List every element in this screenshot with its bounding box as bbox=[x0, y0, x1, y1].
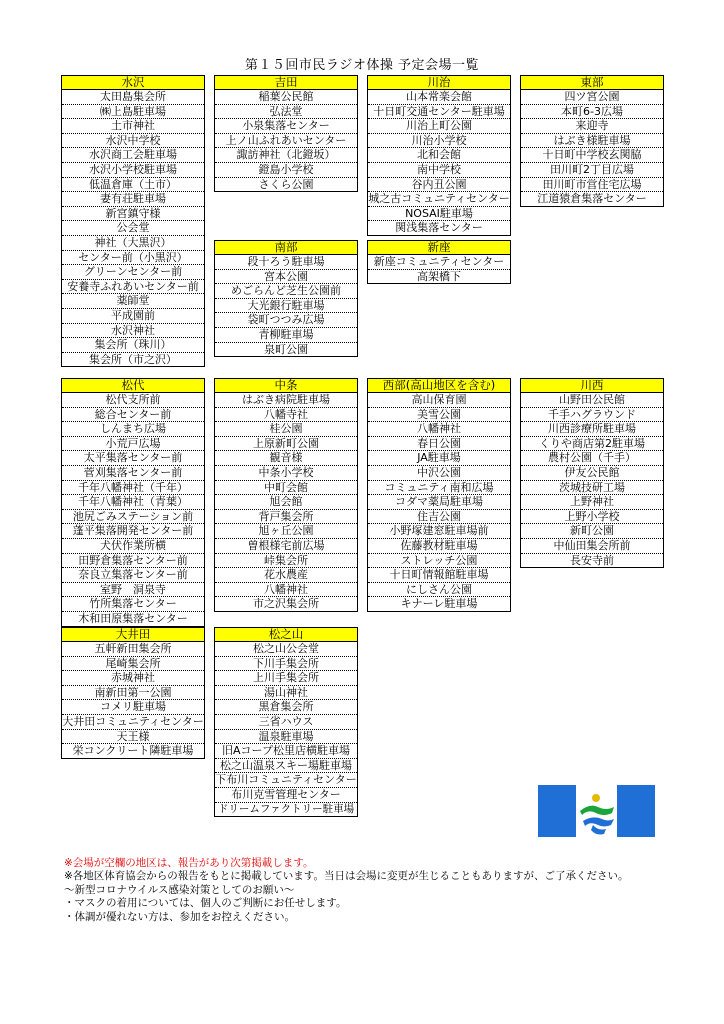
area-oida bbox=[61, 627, 205, 759]
venue-item: 四ツ宮公園 bbox=[521, 90, 663, 105]
venue-item: 旭ヶ丘公園 bbox=[215, 524, 357, 539]
area-header: 吉田 bbox=[215, 76, 357, 90]
venue-item: 青柳駐車場 bbox=[215, 328, 357, 343]
city-emblem-icon bbox=[538, 785, 655, 837]
venue-item: 新町公園 bbox=[521, 524, 663, 539]
venue-item: 田野倉集落センター前 bbox=[62, 554, 204, 569]
venue-item: 花水農産 bbox=[215, 568, 357, 583]
venue-item: 千手ハグラウンド bbox=[521, 408, 663, 423]
area-header: 大井田 bbox=[62, 628, 204, 642]
area-mizusawa bbox=[61, 75, 205, 367]
venue-item: 赤城神社 bbox=[62, 671, 204, 686]
venue-item: 中沢公園 bbox=[368, 466, 510, 481]
venue-item: 峠集会所 bbox=[215, 554, 357, 569]
venue-item: 低温倉庫（土市） bbox=[62, 178, 204, 193]
venue-item: 十日町交通センター駐車場 bbox=[368, 105, 510, 120]
venue-item: 谷内丑公園 bbox=[368, 178, 510, 193]
venue-item: 田川町2丁目広場 bbox=[521, 163, 663, 178]
venue-item: 小荒戸広場 bbox=[62, 437, 204, 452]
venue-item: 三省ハウス bbox=[215, 715, 357, 730]
area-header: 西部(高山地区を含む) bbox=[368, 379, 510, 393]
venue-item: 川西診療所駐車場 bbox=[521, 422, 663, 437]
venue-item: 奈良立集落センター前 bbox=[62, 568, 204, 583]
venue-item: 大光銀行駐車場 bbox=[215, 299, 357, 314]
area-chujo bbox=[214, 378, 358, 612]
note-health: ・体調が優れない方は、参加をお控えください。 bbox=[64, 910, 295, 923]
venue-item: 室野 洞泉寺 bbox=[62, 583, 204, 598]
area-header: 川治 bbox=[368, 76, 510, 90]
venue-item: 袋町つつみ広場 bbox=[215, 313, 357, 328]
venue-item: くりや商店第2駐車場 bbox=[521, 437, 663, 452]
area-matsunoyama bbox=[214, 627, 358, 817]
venue-item: 諏訪神社（北鐙坂） bbox=[215, 148, 357, 163]
venue-item: 高山保育園 bbox=[368, 393, 510, 408]
venue-item: 湯山神社 bbox=[215, 686, 357, 701]
venue-item: ストレッチ公園 bbox=[368, 554, 510, 569]
venue-item: 関浅集落センター bbox=[395, 221, 483, 235]
venue-item: 小野塚建窓駐車場前 bbox=[368, 524, 510, 539]
venue-item: NOSAI駐車場 bbox=[368, 207, 510, 222]
note-source: ※各地区体育協会からの報告をもとに掲載しています。当日は会場に変更が生じることもありますが、ご了承ください。 bbox=[64, 870, 629, 883]
venue-item: 水沢中学校 bbox=[62, 134, 204, 149]
venue-item: 犬伏作業所横 bbox=[62, 539, 204, 554]
venue-item: 木和田原集落センター bbox=[78, 611, 188, 625]
venue-item: キナーレ駐車場 bbox=[400, 597, 478, 611]
venue-item: 神社（大黒沢） bbox=[62, 236, 204, 251]
venue-item: 市之沢集会所 bbox=[253, 597, 319, 611]
venue-item: 住吉公園 bbox=[368, 510, 510, 525]
venue-item: 妻有荘駐車場 bbox=[62, 192, 204, 207]
venue-item: 池尻ごみステーション前 bbox=[62, 510, 204, 525]
area-header: 東部 bbox=[521, 76, 663, 90]
venue-item: 曽根様宅前広場 bbox=[215, 539, 357, 554]
note-blank-areas: ※会場が空欄の地区は、報告があり次第掲載します。 bbox=[64, 857, 314, 869]
area-seibu bbox=[367, 378, 511, 612]
venue-item: めごらんど芝生公園前 bbox=[215, 284, 357, 299]
venue-item: 八幡神社 bbox=[368, 422, 510, 437]
venue-item: 南中学校 bbox=[368, 163, 510, 178]
area-header: 松之山 bbox=[215, 628, 357, 642]
venue-item: 八幡神社 bbox=[215, 583, 357, 598]
venue-item: 十日町情報館駐車場 bbox=[368, 568, 510, 583]
venue-item: 宮本公園 bbox=[215, 270, 357, 285]
venue-item: 段十ろう駐車場 bbox=[215, 255, 357, 270]
venue-item: 高架橋下 bbox=[417, 269, 461, 283]
venue-item: 中仙田集会所前 bbox=[521, 539, 663, 554]
venue-item: 集会所（珠川） bbox=[62, 338, 204, 353]
venue-item: 泉町公園 bbox=[264, 342, 308, 356]
venue-item: はぶき様駐車場 bbox=[521, 134, 663, 149]
area-header: 水沢 bbox=[62, 76, 204, 90]
venue-item: 松代支所前 bbox=[62, 393, 204, 408]
venue-item: 布川克雪管理センター bbox=[215, 788, 357, 803]
venue-item: しんまち広場 bbox=[62, 422, 204, 437]
area-matsudai bbox=[61, 378, 205, 627]
venue-item: にしさん公園 bbox=[368, 583, 510, 598]
venue-item: 春日公園 bbox=[368, 437, 510, 452]
venue-item: 長安寺前 bbox=[570, 553, 614, 567]
venue-item: コダマ薬局駐車場 bbox=[368, 495, 510, 510]
venue-item: 温泉駐車場 bbox=[215, 730, 357, 745]
venue-item: 来迎寺 bbox=[521, 119, 663, 134]
venue-item: コメリ駐車場 bbox=[62, 700, 204, 715]
venue-item: 佐藤教材駐車場 bbox=[368, 539, 510, 554]
venue-item: 田川町市営住宅広場 bbox=[521, 178, 663, 193]
venue-item: 城之古コミュニティセンター bbox=[368, 192, 510, 206]
venue-item: 農村公園（千手） bbox=[521, 451, 663, 466]
venue-item: 山野田公民館 bbox=[521, 393, 663, 408]
venue-item: 安養寺ふれあいセンター前 bbox=[62, 280, 204, 295]
venue-item: 尾崎集会所 bbox=[62, 657, 204, 672]
venue-item: 観音様 bbox=[215, 451, 357, 466]
area-kawaji bbox=[367, 75, 511, 236]
venue-item: ㈱上島駐車場 bbox=[62, 105, 204, 120]
venue-item: 上川手集会所 bbox=[215, 671, 357, 686]
venue-item: 菅刈集落センター前 bbox=[62, 466, 204, 481]
venue-item: 千年八幡神社（千年） bbox=[62, 481, 204, 496]
venue-item: 弘法堂 bbox=[215, 105, 357, 120]
venue-item: 背戸集会所 bbox=[215, 510, 357, 525]
venue-item: 総合センター前 bbox=[62, 408, 204, 423]
area-nanbu bbox=[214, 240, 358, 357]
venue-item: はぶき病院駐車場 bbox=[215, 393, 357, 408]
venue-item: 茨城技研工場 bbox=[521, 481, 663, 496]
venue-item: 千年八幡神社（青葉） bbox=[62, 495, 204, 510]
venue-item: 中町会館 bbox=[215, 481, 357, 496]
venue-item: コミュニティ南和広場 bbox=[368, 481, 510, 496]
notes bbox=[64, 857, 704, 924]
venue-item: 黒倉集会所 bbox=[215, 700, 357, 715]
venue-item: 土市神社 bbox=[62, 119, 204, 134]
page-title: 第１５回市民ラジオ体操 予定会場一覧 bbox=[244, 58, 480, 73]
venue-item: 松之山公会堂 bbox=[215, 642, 357, 657]
venue-item: 新座コミュニティセンター bbox=[368, 255, 510, 270]
venue-item: 下布川コミュニティセンター bbox=[215, 773, 357, 787]
venue-item: 下川手集会所 bbox=[215, 657, 357, 672]
venue-item: 竹所集落センター bbox=[62, 597, 204, 612]
venue-item: ドリームファクトリー駐車場 bbox=[217, 802, 355, 815]
venue-item: 中条小学校 bbox=[215, 466, 357, 481]
venue-item: 松之山温泉スキー場駐車場 bbox=[215, 759, 357, 774]
venue-item: 桂公園 bbox=[215, 422, 357, 437]
venue-item: 新宮鎮守様 bbox=[62, 207, 204, 222]
venue-item: グリーンセンター前 bbox=[62, 265, 204, 280]
area-kawanishi bbox=[520, 378, 664, 568]
venue-item: 川治上町公園 bbox=[368, 119, 510, 134]
area-header: 南部 bbox=[215, 241, 357, 255]
note-covid-heading: ～新型コロナウイルス感染対策としてのお願い～ bbox=[64, 883, 295, 896]
venue-item: 集会所（市之沢） bbox=[89, 352, 177, 366]
venue-item: 山本常楽会館 bbox=[368, 90, 510, 105]
venue-item: 上原新町公園 bbox=[215, 437, 357, 452]
venue-item: 川治小学校 bbox=[368, 134, 510, 149]
area-header: 新座 bbox=[368, 241, 510, 255]
venue-item: 平成園前 bbox=[62, 309, 204, 324]
area-higashi bbox=[520, 75, 664, 207]
area-header: 中条 bbox=[215, 379, 357, 393]
venue-item: 水沢神社 bbox=[62, 324, 204, 339]
venue-item: 本町6-3広場 bbox=[521, 105, 663, 120]
area-header: 川西 bbox=[521, 379, 663, 393]
venue-item: 上野小学校 bbox=[521, 510, 663, 525]
venue-item: 上ノ山ふれあいセンター bbox=[215, 134, 357, 149]
venue-item: さくら公園 bbox=[258, 177, 314, 191]
venue-item: 稲葉公民館 bbox=[215, 90, 357, 105]
area-shinza bbox=[367, 240, 511, 284]
venue-item: 南新田第一公園 bbox=[62, 686, 204, 701]
venue-item: 美雪公園 bbox=[368, 408, 510, 423]
venue-item: 十日町中学校玄関脇 bbox=[521, 148, 663, 163]
venue-item: 上野神社 bbox=[521, 495, 663, 510]
venue-item: 公会堂 bbox=[62, 221, 204, 236]
venue-item: 小泉集落センター bbox=[215, 119, 357, 134]
venue-item: センター前（小黒沢） bbox=[62, 251, 204, 266]
venue-item: 太田島集会所 bbox=[62, 90, 204, 105]
venue-item: 天王様 bbox=[62, 730, 204, 745]
venue-item: 太平集落センター前 bbox=[62, 451, 204, 466]
venue-item: 旧Aコープ松里店横駐車場 bbox=[215, 744, 357, 759]
venue-item: 江道猿倉集落センター bbox=[537, 192, 647, 206]
venue-item: 旭会館 bbox=[215, 495, 357, 510]
area-yoshida bbox=[214, 75, 358, 192]
venue-item: 蓬平集落開発センター前 bbox=[62, 524, 204, 539]
venue-item: JA駐車場 bbox=[368, 451, 510, 466]
venue-item: 大井田コミュニティセンター bbox=[62, 714, 204, 728]
venue-item: 薬師堂 bbox=[62, 294, 204, 309]
venue-item: 北和会館 bbox=[368, 148, 510, 163]
venue-item: 水沢商工会駐車場 bbox=[62, 148, 204, 163]
venue-item: 鐙島小学校 bbox=[215, 163, 357, 178]
area-header: 松代 bbox=[62, 379, 204, 393]
venue-item: 水沢小学校駐車場 bbox=[62, 163, 204, 178]
venue-item: 八幡寺社 bbox=[215, 408, 357, 423]
venue-item: 栄コンクリート隣駐車場 bbox=[72, 744, 194, 758]
venue-item: 五軒新田集会所 bbox=[62, 642, 204, 657]
note-mask: ・マスクの着用については、個人のご判断にお任せします。 bbox=[64, 897, 347, 910]
venue-item: 伊友公民館 bbox=[521, 466, 663, 481]
